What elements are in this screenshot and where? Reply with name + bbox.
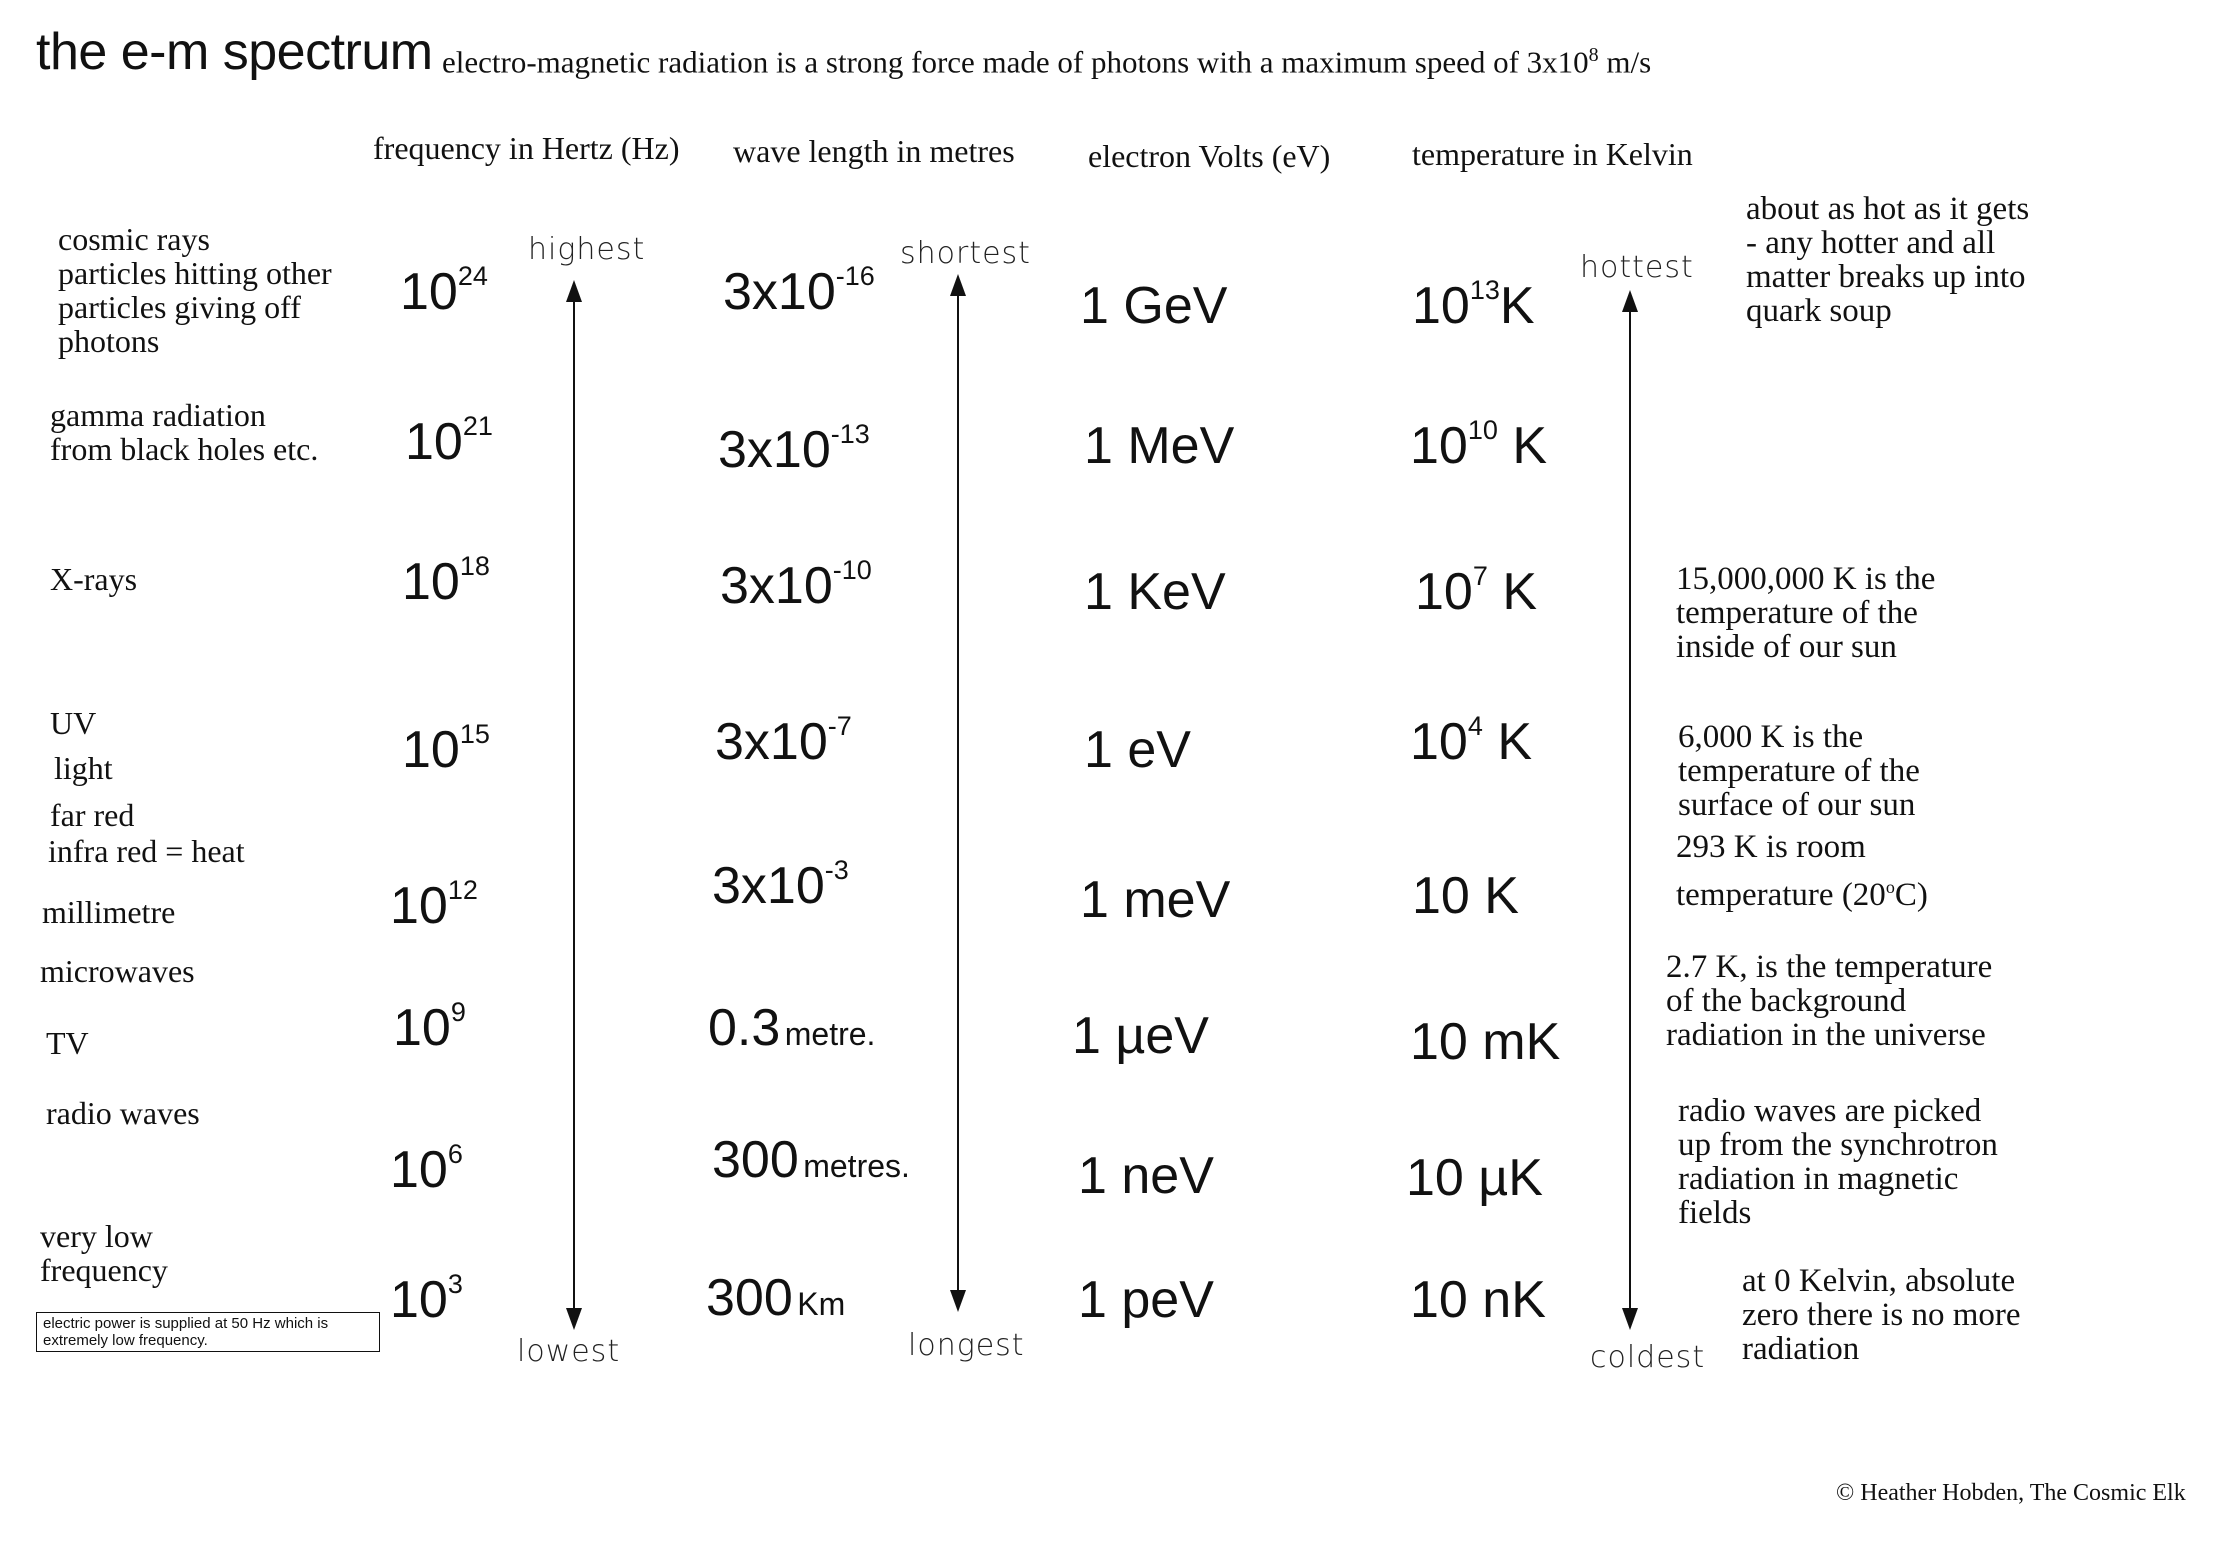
label-line: gamma radiation xyxy=(50,397,266,433)
label-infra-red: infra red = heat xyxy=(48,833,245,869)
energy-value: 1 neV xyxy=(1078,1147,1214,1205)
temperature-base: 10 xyxy=(1410,417,1468,475)
temperature-unit: K xyxy=(1497,417,1548,475)
note-line: of the background xyxy=(1666,983,1907,1019)
frequency-value xyxy=(390,876,478,936)
wavelength-value xyxy=(718,420,870,480)
label-line: photons xyxy=(58,323,160,359)
frequency-base: 10 xyxy=(405,413,463,471)
label-tv: TV xyxy=(46,1025,89,1061)
energy-value: 1 MeV xyxy=(1084,417,1235,475)
energy-value: 1 meV xyxy=(1080,871,1231,929)
page-title: the e-m spectrum xyxy=(36,23,433,81)
header-energy: electron Volts (eV) xyxy=(1088,138,1331,174)
frequency-arrow-top-label: highest xyxy=(528,232,646,267)
temperature-exponent: 4 xyxy=(1467,711,1483,741)
note-line: temperature of the xyxy=(1678,753,1920,789)
note-line: radiation xyxy=(1742,1331,1860,1367)
frequency-exponent: 6 xyxy=(447,1139,463,1169)
wavelength-arrow-bottom-label: longest xyxy=(908,1328,1025,1363)
frequency-value xyxy=(402,720,490,780)
note-room-temperature xyxy=(1676,830,1928,912)
note-line: matter breaks up into xyxy=(1746,259,2026,295)
note-text: temperature (20 xyxy=(1676,877,1886,913)
wavelength-value xyxy=(712,856,849,916)
note-line: surface of our sun xyxy=(1678,787,1916,823)
note-line: 2.7 K, is the temperature xyxy=(1666,949,1993,985)
wavelength-base: 3x10 xyxy=(718,421,831,479)
copyright: © Heather Hobden, The Cosmic Elk xyxy=(1836,1480,2186,1506)
label-line: cosmic rays xyxy=(58,221,210,257)
frequency-value xyxy=(390,1140,463,1200)
wavelength-exponent: -3 xyxy=(824,855,849,885)
note-sun-inside xyxy=(1676,562,1935,664)
note-hot xyxy=(1746,192,2029,328)
note-line: radio waves are picked xyxy=(1678,1093,1982,1129)
note-line: temperature of the xyxy=(1676,595,1918,631)
wavelength-number: 300 xyxy=(712,1131,799,1189)
temperature-double-arrow xyxy=(1616,290,1644,1330)
frequency-base: 10 xyxy=(402,721,460,779)
wavelength-value xyxy=(712,1130,910,1190)
temperature-value: 10 mK xyxy=(1410,1013,1561,1071)
frequency-value xyxy=(393,998,466,1058)
energy-value: 1 eV xyxy=(1084,721,1191,779)
power-note-box: electric power is supplied at 50 Hz which is extremely low frequency. xyxy=(36,1312,380,1352)
wavelength-exponent: -13 xyxy=(830,419,870,449)
wavelength-number: 300 xyxy=(706,1269,793,1327)
temperature-base: 10 xyxy=(1410,713,1468,771)
frequency-exponent: 9 xyxy=(450,997,466,1027)
note-line: fields xyxy=(1678,1195,1752,1231)
wavelength-double-arrow xyxy=(944,274,972,1312)
temperature-value xyxy=(1415,562,1537,622)
frequency-base: 10 xyxy=(402,553,460,611)
temperature-exponent: 7 xyxy=(1472,561,1488,591)
temperature-arrow-bottom-label: coldest xyxy=(1590,1340,1706,1375)
wavelength-unit: metres. xyxy=(803,1148,910,1184)
wavelength-exponent: -7 xyxy=(827,711,852,741)
wavelength-value xyxy=(715,712,852,772)
frequency-exponent: 18 xyxy=(459,551,490,581)
frequency-base: 10 xyxy=(400,263,458,321)
temperature-unit: K xyxy=(1487,563,1538,621)
temperature-value xyxy=(1410,416,1547,476)
label-xrays: X-rays xyxy=(50,561,138,597)
wavelength-exponent: -10 xyxy=(832,555,872,585)
frequency-exponent: 21 xyxy=(462,411,493,441)
note-background-radiation xyxy=(1666,950,1992,1052)
frequency-exponent: 24 xyxy=(457,261,488,291)
note-line: 15,000,000 K is the xyxy=(1676,561,1936,597)
wavelength-value xyxy=(723,262,875,322)
temperature-value xyxy=(1412,276,1535,336)
temperature-arrow-top-label: hottest xyxy=(1580,250,1694,285)
temperature-base: 10 xyxy=(1412,277,1470,335)
header-frequency: frequency in Hertz (Hz) xyxy=(373,130,680,166)
label-far-red: far red xyxy=(50,797,135,833)
frequency-value xyxy=(390,1270,463,1330)
temperature-unit: K xyxy=(1482,713,1533,771)
label-microwaves: microwaves xyxy=(40,953,195,989)
label-line: from black holes etc. xyxy=(50,431,319,467)
wavelength-base: 3x10 xyxy=(715,713,828,771)
wavelength-arrow-top-label: shortest xyxy=(900,236,1031,271)
note-line: inside of our sun xyxy=(1676,629,1897,665)
wavelength-base: 3x10 xyxy=(712,857,825,915)
wavelength-value xyxy=(720,556,872,616)
note-line: radiation in magnetic xyxy=(1678,1161,1959,1197)
note-line: at 0 Kelvin, absolute xyxy=(1742,1263,2016,1299)
label-light: light xyxy=(54,750,113,786)
wavelength-value xyxy=(708,998,875,1058)
label-very-low-frequency xyxy=(40,1219,168,1287)
subtitle-prefix: electro-magnetic radiation is a strong force made of photons with a maximum speed of 3x10 xyxy=(442,44,1589,80)
frequency-base: 10 xyxy=(390,877,448,935)
energy-value: 1 GeV xyxy=(1080,277,1228,335)
note-text: C) xyxy=(1894,877,1928,913)
note-line: zero there is no more xyxy=(1742,1297,2021,1333)
frequency-value xyxy=(400,262,488,322)
wavelength-base: 3x10 xyxy=(723,263,836,321)
label-millimetre: millimetre xyxy=(42,894,176,930)
frequency-exponent: 3 xyxy=(447,1269,463,1299)
temperature-value xyxy=(1410,712,1532,772)
wavelength-unit: metre. xyxy=(784,1016,876,1052)
degree-symbol: o xyxy=(1885,877,1895,897)
energy-value: 1 peV xyxy=(1078,1271,1214,1329)
label-line: frequency xyxy=(40,1252,168,1288)
wavelength-unit: Km xyxy=(797,1286,846,1322)
header-temperature: temperature in Kelvin xyxy=(1412,136,1693,172)
wavelength-exponent: -16 xyxy=(835,261,875,291)
label-gamma xyxy=(50,398,318,466)
frequency-value xyxy=(402,552,490,612)
label-line: particles hitting other xyxy=(58,255,332,291)
frequency-exponent: 15 xyxy=(459,719,490,749)
note-line: quark soup xyxy=(1746,293,1892,329)
frequency-double-arrow xyxy=(560,280,588,1330)
temperature-exponent: 13 xyxy=(1469,275,1500,305)
label-line: very low xyxy=(40,1218,153,1254)
label-cosmic-rays xyxy=(58,222,332,358)
frequency-base: 10 xyxy=(390,1141,448,1199)
note-line: 293 K is room xyxy=(1676,829,1866,865)
temperature-unit: K xyxy=(1499,277,1535,335)
header-wavelength: wave length in metres xyxy=(733,133,1015,169)
temperature-value: 10 µK xyxy=(1406,1149,1543,1207)
frequency-exponent: 12 xyxy=(447,875,478,905)
temperature-value: 10 nK xyxy=(1410,1271,1546,1329)
note-line xyxy=(1676,870,1928,912)
label-line: particles giving off xyxy=(58,289,301,325)
note-absolute-zero xyxy=(1742,1264,2021,1366)
subtitle-exponent: 8 xyxy=(1588,44,1599,66)
frequency-value xyxy=(405,412,493,472)
wavelength-base: 3x10 xyxy=(720,557,833,615)
temperature-value: 10 K xyxy=(1412,867,1519,925)
wavelength-value xyxy=(706,1268,845,1328)
frequency-arrow-bottom-label: lowest xyxy=(517,1334,621,1369)
temperature-base: 10 xyxy=(1415,563,1473,621)
energy-value: 1 KeV xyxy=(1084,563,1226,621)
label-radio-waves: radio waves xyxy=(46,1095,200,1131)
wavelength-number: 0.3 xyxy=(708,999,781,1057)
label-uv: UV xyxy=(50,705,97,741)
note-radio-waves xyxy=(1678,1094,1998,1230)
note-line: about as hot as it gets xyxy=(1746,191,2030,227)
energy-value: 1 µeV xyxy=(1072,1007,1209,1065)
note-line: - any hotter and all xyxy=(1746,225,1996,261)
subtitle-suffix: m/s xyxy=(1598,44,1652,80)
temperature-exponent: 10 xyxy=(1467,415,1498,445)
frequency-base: 10 xyxy=(393,999,451,1057)
note-line: radiation in the universe xyxy=(1666,1017,1986,1053)
page-subtitle xyxy=(442,44,1651,80)
note-line: up from the synchrotron xyxy=(1678,1127,1998,1163)
note-line: 6,000 K is the xyxy=(1678,719,1864,755)
frequency-base: 10 xyxy=(390,1271,448,1329)
note-sun-surface xyxy=(1678,720,1920,822)
